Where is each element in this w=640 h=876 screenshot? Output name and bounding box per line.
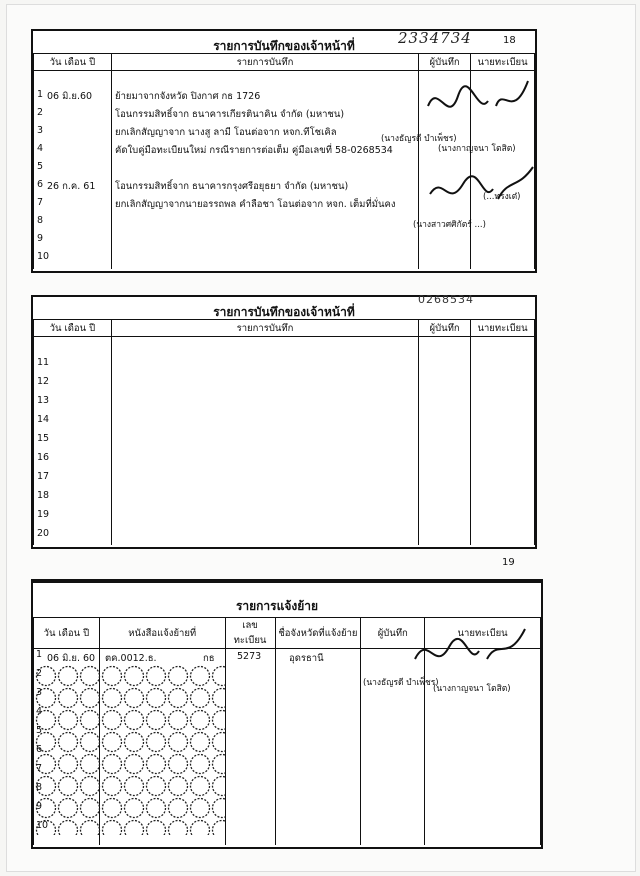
row-number: 18 [37,490,50,501]
row-number: 1 [37,89,44,100]
row-entry: ยกเลิกสัญญาจาก นางสู ลามี โอนต่อจาก หจก.ทีโชเคิล [115,127,337,138]
row-number: 20 [37,528,50,539]
section-title: รายการแจ้งย้าย [235,599,319,613]
row-number: 1 [36,649,43,660]
row-number: 10 [37,251,50,262]
row-number: 16 [37,452,50,463]
row-number: 11 [37,357,50,368]
plate-prefix: กธ [203,653,215,664]
header-letter: หนังสือแจ้งย้ายที่ [99,618,225,649]
handwritten-signature-1 [418,76,538,136]
registrar-signature: (นางกาญจนา โตสิต) [433,684,511,694]
row-number: 19 [37,509,50,520]
row-number: 6 [37,179,44,190]
transfer-letter: ตค.0012.ธ. [105,653,157,664]
row-number: 7 [37,197,44,208]
plate-number: 5273 [237,651,262,662]
header-recorder: ผู้บันทึก [419,320,471,337]
handwritten-signature-2 [418,159,538,219]
stamp-number: 0268534 [418,293,474,306]
page-number: 18 [503,35,516,46]
row-number: 8 [36,782,43,793]
header-province: ชื่อจังหวัดที่แจ้งย้าย [275,618,361,649]
page-number: 19 [502,557,515,568]
registrar-signature-1: (นางกาญจนา โตสิต) [438,144,516,154]
row-entry: ยกเลิกสัญญาจากนายอรรถพล คำลือชา โอนต่อจาก หจก. เต็มที่มั่นคง [115,199,396,210]
officer-record-section-2 [31,295,537,549]
row-number: 10 [36,820,49,831]
section-title: รายการบันทึกของเจ้าหน้าที่ [213,39,355,53]
header-entry: รายการบันทึก [111,54,418,71]
row-number: 4 [36,706,43,717]
record-table [33,319,535,545]
row-number: 15 [37,433,50,444]
row-number: 14 [37,414,50,425]
header-recorder: ผู้บันทึก [419,54,471,71]
row-number: 5 [37,161,44,172]
row-number: 3 [37,125,44,136]
row-number: 5 [36,725,43,736]
officer-record-section-1 [31,29,537,273]
row-number: 4 [37,143,44,154]
row-number: 3 [36,687,43,698]
header-entry: รายการบันทึก [111,320,418,337]
row-date: 26 ก.ค. 61 [47,181,96,192]
header-recorder: ผู้บันทึก [361,618,425,649]
transfer-date: 06 มิ.ย. 60 [47,653,96,664]
header-registrar: นายทะเบียน [471,320,535,337]
header-date: วัน เดือน ปี [34,54,112,71]
header-date: วัน เดือน ปี [34,618,100,649]
row-number: 8 [37,215,44,226]
row-entry: ย้ายมาจากจังหวัด ปิงกาศ กธ 1726 [115,91,261,102]
recorder-signature-2: (นางสาวศศิกัตร์ ...) [413,220,486,230]
row-number: 9 [36,801,43,812]
header-registrar: นายทะเบียน [425,618,541,649]
row-entry: คัดใบคู่มือทะเบียนใหม่ กรณีรายการต่อเต็ม คู่มือเลขที่ 58-0268534 [115,145,393,156]
row-number: 12 [37,376,50,387]
province-name: อุดรธานี [289,653,324,664]
header-date: วัน เดือน ปี [34,320,112,337]
row-number: 2 [37,107,44,118]
row-number: 7 [36,763,43,774]
recorder-signature: (นางธัญรดี บำเพ็ชร) [363,678,439,688]
row-entry: โอนกรรมสิทธิ์จาก ธนาคารกรุงศรีอยุธยา จำกัด (มหาชน) [115,181,349,192]
handwritten-signature-3 [403,623,533,683]
handwritten-number: 2334734 [398,29,472,47]
row-number: 2 [36,668,43,679]
row-number: 17 [37,471,50,482]
row-entry: โอนกรรมสิทธิ์จาก ธนาคารเกียรตินาคิน จำกัด (มหาชน) [115,109,345,120]
row-date: 06 มิ.ย.60 [47,91,93,102]
row-number: 9 [37,233,44,244]
recorder-signature-1: (นางธัญรดี บำเพ็ชร) [381,134,457,144]
registrar-signature-2: (...ทรงเต๋) [483,192,521,202]
header-plate: เลขทะเบียน [225,618,275,649]
header-registrar: นายทะเบียน [471,54,535,71]
document-page [6,4,636,872]
transfer-notice-section [31,579,543,849]
row-number: 6 [36,744,43,755]
void-circle-pattern [35,665,225,835]
row-number: 13 [37,395,50,406]
section-title: รายการบันทึกของเจ้าหน้าที่ [213,305,355,319]
